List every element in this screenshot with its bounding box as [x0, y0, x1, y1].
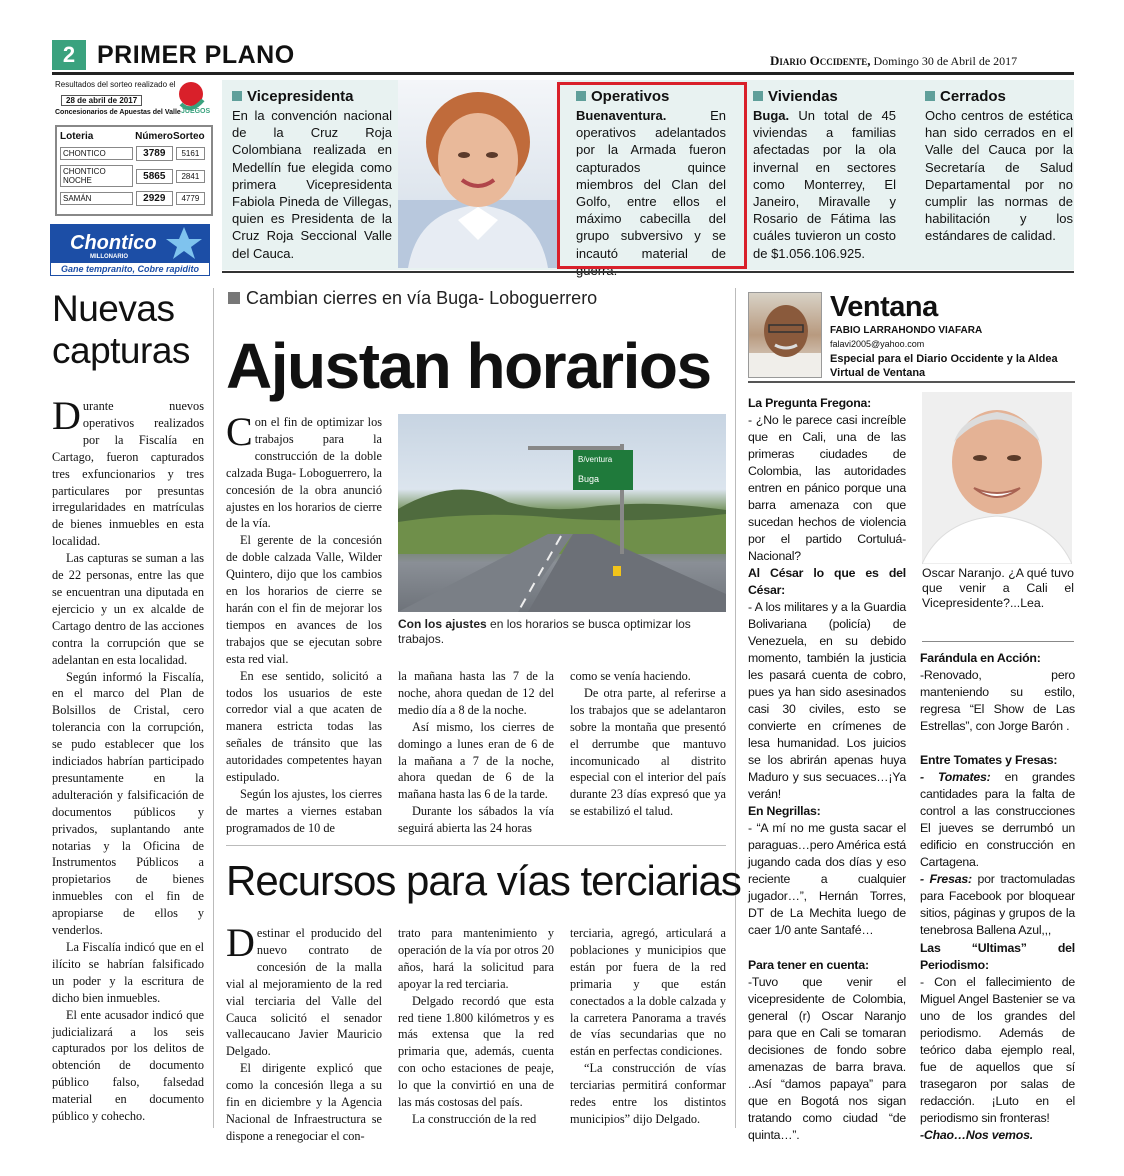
ventana-author: FABIO LARRAHONDO VIAFARA: [830, 325, 983, 336]
sub-article-col-2: trato para mantenimiento y operación de la vía por otros 20 años, hará la solicitud para apoyar la red terciaria. Delgado recordó que esta red tiene 1.800 kilómetros y es más extensa que la red primaria que, además, cuenta con ocho estaciones de peaje, lo que la convirtió en una de las más costosas del país. La construcción de la red: [398, 926, 554, 1126]
chontico-brand-sub: MILLONARIO: [90, 254, 128, 260]
column-divider: [735, 288, 736, 1128]
lottery-col-draw: Sorteo: [173, 131, 205, 142]
brief-text: En la convención nacional de la Cruz Roja Colombiana realizada en Medellín fue elegida como primera Vicepresidenta Fabiola Pineda de Villegas, quien es Presidenta de la Cruz Roja Seccional Valle del Cauca.: [232, 108, 392, 261]
ventana-section-tener-cuenta: Para tener en cuenta: -Tuvo que venir el vicepresidente de Colombia, general (r) Oscar Naranjo para que en Cali se tomaran decisiones de fondo sobre amenazas de barra brava. ..Así “damos papaya” para que en Bogotá nos sigan tratando como ciudad “de quinta…”.: [748, 958, 906, 1142]
sub-article-title: Recursos para vías terciarias: [226, 857, 741, 904]
lottery-draw: 5161: [176, 147, 205, 160]
lottery-row: [60, 191, 208, 206]
lottery-dealer: Concesionarios de Apuestas del Valle: [55, 109, 181, 116]
brief-heading: Operativos: [576, 88, 726, 105]
chontico-ad: [50, 224, 210, 276]
juegos-logo-text: JUEGOS: [181, 108, 211, 115]
issue-date: Domingo 30 de Abril de 2017: [873, 54, 1018, 68]
naranjo-caption: Oscar Naranjo. ¿A qué tuvo que venir a Cali el Vicepresidente?...Lea.: [922, 566, 1074, 610]
header-rule: [52, 72, 1074, 75]
paper-name: Diario Occidente,: [770, 53, 871, 68]
article-rule: [226, 845, 726, 846]
highlight-box: [557, 82, 747, 269]
caption-rule: [922, 641, 1074, 642]
main-article-col-2: la mañana hasta las 7 de la noche, ahora quedan de 12 del medio día a 8 de la noche. Así mismo, los cierres de domingo a lunes eran de 6 de la mañana a 7 de la noche, ahora quedan de 6 de la mañana hasta las 6 de la tarde. Durante los sábados la vía seguirá abierta las 24 horas: [398, 669, 554, 836]
lottery-name: CHONTICO: [60, 147, 133, 160]
masthead: [770, 53, 1017, 69]
sub-article-col-3: terciaria, agregó, articulará a poblaciones y municipios que están por fuera de la red primaria y que están conectados a la doble calzada y la carretera Panorama a través de vías secundarias que no están en perfectas condiciones. “La construcción de vías terciarias permitirá conformar redes entre los distintos municipios” dijo Delgado.: [570, 926, 726, 1126]
lottery-draw: 2841: [176, 170, 205, 183]
lottery-row: [60, 146, 208, 161]
brief-heading: Viviendas: [753, 88, 896, 105]
ventana-section-tomates-fresas: Entre Tomates y Fresas: - Tomates: en grandes cantidades para la falta de control a las construcciones El jueves se derrumbó un edificio en construcción en Cartagena. - Fresas: por tractomuladas para Facebook por bloquear sitios, páginas y grupos de la tenebrosa Ballena Azul,,,: [920, 753, 1075, 937]
brief-text: Buenaventura. En operativos adelantados por la Armada fueron capturados quince miembros del Clan del Golfo, entre ellos el máximo cabecilla del grupo subversivo y se incautó material de: [576, 108, 726, 261]
chontico-slogan: Gane tempranito, Cobre rapidito: [50, 262, 210, 276]
main-article-kicker: Cambian cierres en vía Buga- Loboguerrero: [228, 288, 597, 309]
lottery-results-line: Resultados del sorteo realizado el: [55, 80, 176, 89]
photo-fabio-larrahondo: [748, 292, 822, 378]
ventana-title: Ventana: [830, 291, 938, 323]
ventana-email: falavi2005@yahoo.com: [830, 339, 925, 349]
lottery-draw: 4779: [176, 192, 205, 205]
lottery-name: CHONTICO NOCHE: [60, 165, 133, 187]
photo-fabiola-pineda: [398, 80, 558, 268]
chontico-brand: Chontico: [70, 232, 157, 254]
lottery-row: [60, 165, 208, 187]
ventana-section-cesar: Al César lo que es del César: - A los militares y a la Guardia Bolivariana (policía) de Venezuela, en su debido momento, también la justicia les pasará cuenta de cobro, pues ya han sido asesinados casi 30 civiles, esto se convierte en crímenes de lesa humanidad. Los juicios se los abrirán apenas huya Maduro y sus secuaces…¡Ya verán!: [748, 566, 906, 801]
ventana-section-pregunta: La Pregunta Fregona: - ¿No le parece casi increíble que en Cali, una de las primeras ciudades de Colombia, las autoridades entren en pánico porque una barra amenaza con que sucedan hechos de violencia por el partido Cortuluá-Nacional?: [748, 396, 906, 563]
lottery-number: 5865: [136, 169, 173, 184]
brief-heading: Vicepresidenta: [232, 88, 392, 105]
main-article-col-3: como se venía haciendo. De otra parte, al referirse a los trabajos que se adelantaron sobre la montaña que presentó el derrumbe que mantuvo incomunicado al distrito especial con el interior del país durante 23 días expresó que ya se estabilizó el talud.: [570, 669, 726, 819]
left-article-title: Nuevas capturas: [52, 288, 190, 371]
lottery-results: [55, 80, 213, 210]
section-title: PRIMER PLANO: [97, 41, 295, 69]
brief-heading: Cerrados: [925, 88, 1073, 105]
ventana-section-farandula: Farándula en Acción: -Renovado, pero manteniendo su estilo, regresa “El Show de Las Estrellas”, con Jorge Barón .: [920, 651, 1075, 733]
main-article-title: Ajustan horarios: [226, 330, 711, 402]
brief-vicepresidenta: [232, 88, 392, 262]
ventana-section-negrillas: En Negrillas: - “A mí no me gusta sacar el paraguas…pero América está jugando cada dos días y eso reciente a cualquier jugador…”, Hernán Torres, DT de La Mechita luego de caer 1/0 ante Santafé…: [748, 804, 906, 937]
lottery-number: 3789: [136, 146, 173, 161]
lottery-col-number: Número: [135, 131, 173, 142]
road-sign-top: B/ventura: [578, 455, 613, 464]
lottery-col-name: Loteria: [60, 131, 94, 142]
ventana-special: Especial para el Diario Occidente y la Aldea Virtual de Ventana: [830, 353, 1058, 379]
brief-cerrados: [925, 88, 1073, 245]
main-article-col-1: Con el fin de optimizar los trabajos para la construcción de la doble calzada Buga- Loboguerrero, la concesión de la obra anunció ajustes en los horarios de cierre de la vía. El gerente de la concesión de doble calzada Valle, Wilder Quintero, dijo que los cambios en los horarios de cierre se harán con el fin de mejorar los tiempos en avances de los trabajos que se ejecutan sobre esta red vial. En ese sentido, solicitó a todos los usuarios de este corredor vial a que acaten de manera estricta todas las señales de tránsito que las autoridades competentes hayan estipulado. Según los ajustes, los cierres de martes a viernes estaban programados de 10 de: [226, 409, 382, 835]
photo-oscar-naranjo: [922, 392, 1072, 564]
column-divider: [213, 288, 214, 1128]
star-icon: [164, 226, 204, 260]
lottery-date: 28 de abril de 2017: [61, 95, 142, 106]
left-article-body: Durante nuevos operativos realizados por la Fiscalía en Cartago, fueron capturados tres exfuncionarios y tres particulares por presuntas irregularidades en matrículas de bienes inmuebles en esta localidad. Las capturas se suman a las de 22 personas, entre las que se encuentran una diputada en ejercicio y un ex alcalde de Cartago dentro de las acciones contra la corrupción que se adelantan en esta localidad. Según informó la Fiscalía, en el marco del Plan de Bolsillos de Cristal, cero tolerancia con la corrupción, se pudo establecer que los indiciados habrían participado presuntamente en la adulteración y falsificación de documentos públicos y privados, suplantando ante notarias y la Oficina de Instrumentos Públicos a propietarios de bienes inmuebles con el fin de apropiarse de ellos y venderlos. La Fiscalía indicó que en el ilícito se habrían falsificado un poder y la escritura de dicho bien inmuebles. El ente acusador indicó que judicializará a los seis capturados por los delitos de obtención de documento público falso, falsedad material en documento público y cohecho.: [52, 393, 204, 1124]
lottery-number: 2929: [136, 191, 173, 206]
sub-article-col-1: Destinar el producido del nuevo contrato de concesión de la malla vial al mejoramiento de la red vial terciaria del Valle del Cauca solicitó el senador vallecaucano Javier Mauricio Delgado. El dirigente explicó que como la concesión llega a su fin en diciembre y la Agencia Nacional de Infraestructura se dispone a renegociar el con-: [226, 920, 382, 1143]
ventana-rule: [748, 381, 1075, 383]
lottery-name: SAMÁN: [60, 192, 133, 205]
ventana-section-ultimas: Las “Ultimas” del Periodismo: - Con el fallecimiento de Miguel Angel Bastenier se va uno de los grandes del periodismo. Además de teórico daba ejemplo real, fue de aquellos que sí trasegaron por salas de redacción. ¡Luto en el periodismo sin fronteras! -Chao…Nos vemos.: [920, 941, 1075, 1142]
road-sign-bottom: Buga: [578, 474, 600, 484]
page-number: 2: [52, 40, 86, 70]
lottery-header-row: [60, 131, 208, 142]
brief-text: Buga. Un total de 45 viviendas a familias afectadas por la ola invernal en sectores como Monterrey, El Janeiro, Miravalle y Rosario de Fátima las cuáles tuvieron un costo de $1.056.106.925.: [753, 108, 896, 261]
photo-caption: Con los ajustes en los horarios se busca optimizar los trabajos.: [398, 617, 691, 646]
brief-viviendas: [753, 88, 896, 262]
photo-road: [398, 414, 726, 612]
lottery-table: [55, 125, 213, 216]
brief-text: Ocho centros de estética han sido cerrados en el Valle del Cauca por la Secretaría de Salud Departamental por no cumplir las normas de habilitación y los estándares de calidad.: [925, 108, 1073, 244]
briefs-rule: [222, 271, 1074, 273]
juegos-logo: [173, 80, 211, 120]
